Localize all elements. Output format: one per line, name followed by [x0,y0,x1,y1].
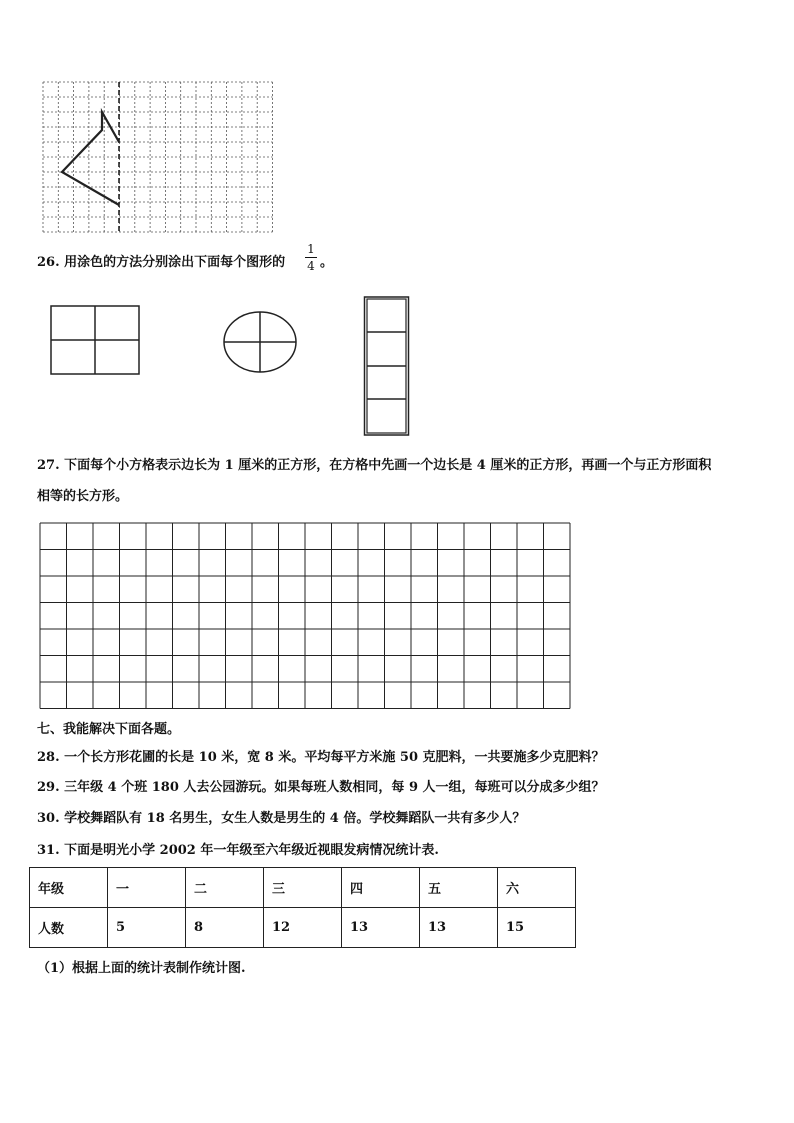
question-27-line2: 相等的长方形。 [37,489,129,504]
q26-fraction-denominator: 4 [307,259,315,273]
half-figure-outline [62,112,119,205]
question-28: 28. 一个长方形花圃的长是 10 米，宽 8 米。平均每平方米施 50 克肥料，一共要施多少克肥料？ [37,750,605,765]
table-header-cell: 五 [420,868,498,908]
question-26 [37,255,285,271]
table-header-row [30,868,576,908]
table-cell: 12 [264,908,342,948]
table-header-cell: 二 [186,868,264,908]
question-31-part-1: （1）根据上面的统计表制作统计图. [37,961,246,976]
section-7-title: 七、我能解决下面各题。 [37,722,181,737]
q26-suffix: 。 [320,255,334,270]
q31-stats-table [29,867,576,948]
table-cell: 15 [498,908,576,948]
table-cell: 5 [108,908,186,948]
question-30: 30. 学校舞蹈队有 18 名男生，女生人数是男生的 4 倍。学校舞蹈队一共有多少人？ [37,811,526,826]
question-29: 29. 三年级 4 个班 180 人去公园游玩。如果每班人数相同，每 9 人一组，每班可以分成多少组？ [37,780,605,795]
table-cell: 人数 [30,908,108,948]
q26-prefix: 26. 用涂色的方法分别涂出下面每个图形的 [37,255,286,270]
question-31: 31. 下面是明光小学 2002 年一年级至六年级近视眼发病情况统计表. [37,843,439,858]
q26-fraction-bar [305,257,317,258]
q26-circle-shape[interactable] [222,310,302,374]
table-header-cell: 年级 [30,868,108,908]
table-header-cell: 四 [342,868,420,908]
q26-fraction-numerator: 1 [307,242,315,256]
table-header-cell: 六 [498,868,576,908]
table-cell: 13 [420,908,498,948]
table-cell: 8 [186,908,264,948]
table-cell: 13 [342,908,420,948]
q26-tall-rectangle-shape[interactable] [363,296,411,438]
table-header-cell: 三 [264,868,342,908]
table-row [30,908,576,948]
q26-rectangle-shape[interactable] [50,305,142,377]
table-header-cell: 一 [108,868,186,908]
question-27-line1: 27. 下面每个小方格表示边长为 1 厘米的正方形，在方格中先画一个边长是 4 厘米的正方形，再画一个与正方形面积 [37,458,712,473]
symmetry-grid-figure [40,80,275,235]
q27-drawing-grid[interactable] [39,522,573,710]
